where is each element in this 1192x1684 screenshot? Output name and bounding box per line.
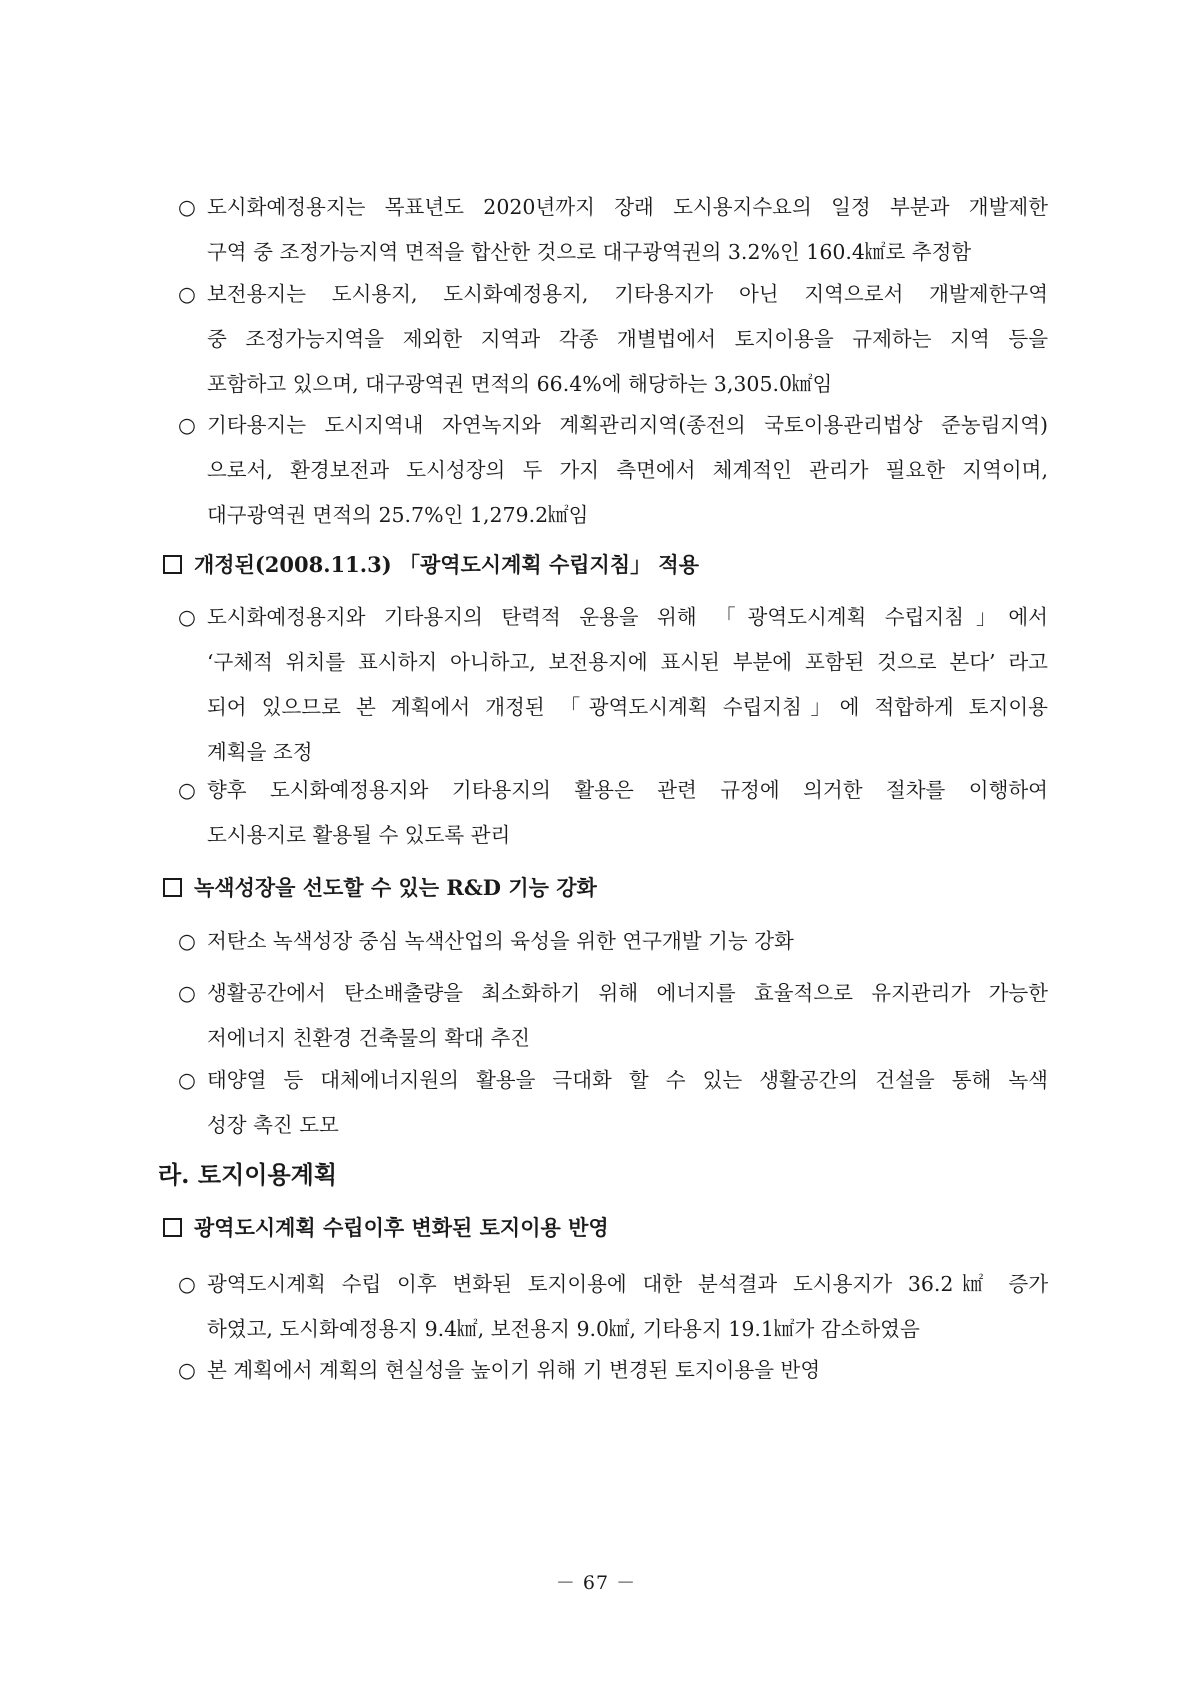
list-item: ○ 광역도시계획 수립 이후 변화된 토지이용에 대한 분석결과 도시용지가 36.2㎢ 증가 <box>178 1262 1048 1307</box>
list-item: ○ 생활공간에서 탄소배출량을 최소화하기 위해 에너지를 효율적으로 유지관리가 가능한 <box>178 971 1048 1016</box>
bullet-list-land-change <box>178 1348 1048 1393</box>
subsection-title: 라. 토지이용계획 <box>158 1160 337 1189</box>
list-item: ○ 보전용지는 도시용지, 도시화예정용지, 기타용지가 아닌 지역으로서 개발제한구역 <box>178 272 1048 317</box>
section-heading: 녹색성장을 선도할 수 있는 R&D 기능 강화 <box>163 868 597 908</box>
bullet-circle-icon: ○ <box>178 1272 196 1296</box>
bullet-list-land-change: ○ 광역도시계획 수립 이후 변화된 토지이용에 대한 분석결과 도시용지가 36.2㎢ 증가 하였고, 도시화예정용지 9.4㎢, 보전용지 9.0㎢, 기타용지 19.1㎢가 감소하였음 <box>178 1262 1048 1352</box>
list-item: ○ 기타용지는 도시지역내 자연녹지와 계획관리지역(종전의 국토이용관리법상 준농림지역) <box>178 403 1048 448</box>
bullet-list-land-use: ○ 기타용지는 도시지역내 자연녹지와 계획관리지역(종전의 국토이용관리법상 준농림지역) 으로서, 환경보전과 도시성장의 두 가지 측면에서 체계적인 관리가 필요한 지역이며, 대구광역권 면적의 25.7%인 1,279.2㎢임 <box>178 403 1048 538</box>
bullet-circle-icon: ○ <box>178 778 196 802</box>
bullet-list-rnd: ○ 생활공간에서 탄소배출량을 최소화하기 위해 에너지를 효율적으로 유지관리가 가능한 저에너지 친환경 건축물의 확대 추진 <box>178 971 1048 1061</box>
bullet-circle-icon: ○ <box>178 929 196 953</box>
bullet-list-land-use: ○ 도시화예정용지는 목표년도 2020년까지 장래 도시용지수요의 일정 부분과 개발제한 구역 중 조정가능지역 면적을 합산한 것으로 대구광역권의 3.2%인 160.4㎢로 추정함 <box>178 185 1048 275</box>
bullet-circle-icon: ○ <box>178 1068 196 1092</box>
bullet-list-guideline: ○ 도시화예정용지와 기타용지의 탄력적 운용을 위해 「광역도시계획 수립지침」에서 ‘구체적 위치를 표시하지 아니하고, 보전용지에 표시된 부분에 포함된 것으로 본다’ 라고 되어 있으므로 본 계획에서 개정된 「광역도시계획 수립지침」에 적합하게 토지이용 계획을 조정 <box>178 595 1048 775</box>
bullet-circle-icon: ○ <box>178 981 196 1005</box>
bullet-circle-icon: ○ <box>178 605 196 629</box>
bullet-circle-icon: ○ <box>178 282 196 306</box>
list-item: ○ 본 계획에서 계획의 현실성을 높이기 위해 기 변경된 토지이용을 반영 <box>178 1348 1048 1393</box>
list-item: ○ 도시화예정용지는 목표년도 2020년까지 장래 도시용지수요의 일정 부분과 개발제한 <box>178 185 1048 230</box>
list-item: ○ 태양열 등 대체에너지원의 활용을 극대화 할 수 있는 생활공간의 건설을 통해 녹색 <box>178 1058 1048 1103</box>
list-item: ○ 저탄소 녹색성장 중심 녹색산업의 육성을 위한 연구개발 기능 강화 <box>178 919 1048 964</box>
checkbox-square-icon <box>163 878 182 897</box>
page-number: － 67 － <box>555 1572 637 1594</box>
bullet-list-rnd <box>178 919 1048 964</box>
checkbox-square-icon <box>163 555 182 574</box>
bullet-list-rnd: ○ 태양열 등 대체에너지원의 활용을 극대화 할 수 있는 생활공간의 건설을 통해 녹색 성장 촉진 도모 <box>178 1058 1048 1148</box>
bullet-circle-icon: ○ <box>178 1358 196 1382</box>
bullet-list-land-use: ○ 보전용지는 도시용지, 도시화예정용지, 기타용지가 아닌 지역으로서 개발제한구역 중 조정가능지역을 제외한 지역과 각종 개별법에서 토지이용을 규제하는 지역 등을 포함하고 있으며, 대구광역권 면적의 66.4%에 해당하는 3,305.0㎢임 <box>178 272 1048 407</box>
bullet-list-guideline: ○ 향후 도시화예정용지와 기타용지의 활용은 관련 규정에 의거한 절차를 이행하여 도시용지로 활용될 수 있도록 관리 <box>178 768 1048 858</box>
section-heading: 개정된(2008.11.3) 「광역도시계획 수립지침」 적용 <box>163 545 699 585</box>
bullet-circle-icon: ○ <box>178 413 196 437</box>
section-heading: 광역도시계획 수립이후 변화된 토지이용 반영 <box>163 1208 609 1248</box>
checkbox-square-icon <box>163 1218 182 1237</box>
list-item: ○ 향후 도시화예정용지와 기타용지의 활용은 관련 규정에 의거한 절차를 이행하여 <box>178 768 1048 813</box>
list-item: ○ 도시화예정용지와 기타용지의 탄력적 운용을 위해 「광역도시계획 수립지침」에서 <box>178 595 1048 640</box>
bullet-circle-icon: ○ <box>178 195 196 219</box>
